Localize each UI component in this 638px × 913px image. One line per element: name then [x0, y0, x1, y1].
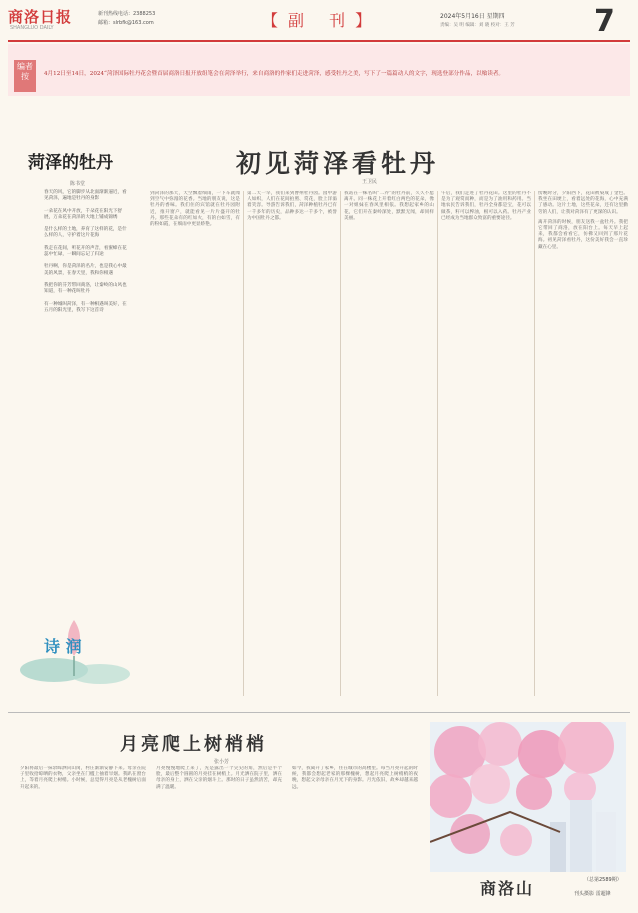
bottom-article-paragraph: 夕阳将最后一抹余晖洒向山岗，村庄渐渐安静下来。母亲在院子里收拾晾晒的衣物，父亲坐在门槛上抽着旱烟。我趴在窗台上，等着月亮爬上树梢。小时候，总觉得月亮是从老槐树后面升起来的。	[20, 766, 146, 790]
issue-date: 2024年5月16日 星期四	[440, 13, 505, 20]
poem-body	[44, 190, 130, 320]
bottom-article-title: 月亮爬上树梢梢	[120, 734, 267, 755]
page-number: 7	[594, 4, 615, 39]
article-paragraph: 离开菏泽的时候，朋友送我一盆牡丹。我把它带回了商洛，放在阳台上。每天早上起来，我都会看看它，仿佛又回到了那片花海。初见菏泽看牡丹，这份美好我会一直珍藏在心里。	[538, 219, 628, 250]
bottom-article-paragraph: 如今，我离开了家乡，住在城市的高楼里。每当月亮升起的时候，我都会想起老家的那棵槐树，想起月亮爬上树梢梢的夜晚，想起父亲母亲在月光下的身影。月光依旧，故乡却越来越远。	[292, 766, 418, 790]
bottom-article-author: 张小芳	[214, 759, 230, 765]
poem-illustration	[14, 600, 140, 690]
editor-note-text: 4月12日至14日，2024“菏泽国际牡丹花会暨首届商洛日报开放组笔会在菏泽举行，来自商洛的作家们走进菏泽，感受牡丹之美，写下了一篇篇动人的文字，现选登部分作品，以飨读者。	[44, 71, 505, 77]
poem-stanza: 我把你的芬芳带回商洛，让秦岭的山风也知道，有一种花叫牡丹	[44, 282, 127, 295]
column-divider	[243, 191, 244, 696]
editor-note-tag: 编者按	[14, 60, 36, 92]
article-body	[150, 191, 628, 701]
article-title: 初见菏泽看牡丹	[236, 149, 440, 178]
poem-stanza: 牡丹啊，你是菏泽的名片，也是我心中最美的风景，在春天里，我和你相遇	[44, 264, 127, 276]
article-column	[247, 191, 337, 696]
bottom-article-paragraph: 月亮慢慢地爬上来了，先是露出一个尖尖的角，然后是半个脸，最后整个圆圆的月亮挂在树梢上。月光洒在院子里，洒在母亲的身上，洒在父亲的烟斗上。那时的日子虽然清苦，却充满了温暖。	[156, 766, 282, 790]
newspaper-brand-sub: SHANGLUO DAILY	[10, 25, 54, 31]
article-paragraph: 午后，我们走进了牡丹花田。这里的牡丹不是为了观赏而种，而是为了油用和药用。当地农民告诉我们，牡丹全身都是宝，花可以做茶，籽可以榨油，根可以入药。牡丹产业已经成为当地群众致富的重要途径。	[441, 191, 531, 221]
poem-illustration-caption: 诗 润	[44, 637, 82, 656]
column-divider	[437, 191, 438, 696]
photo-title: 商洛山	[480, 879, 535, 898]
poem-stanza: 春天的风，它的脚步从北面渐渐逼近，看见菏泽，遍地是牡丹的身影	[44, 190, 127, 202]
article-column	[441, 191, 531, 696]
newspaper-brand: 商洛日报	[8, 8, 73, 26]
article-paragraph: 第二天一早，我们来到曹州牡丹园。园中游人如织，人们在花间拍照、赏花，脸上洋溢着笑容。导游告诉我们，菏泽种植牡丹已有一千多年的历史，品种多达一千多个，被誉为中国牡丹之都。	[247, 191, 337, 221]
poem-stanza: 是什么样的土地，养育了这样的花，是什么样的人，守护着这片花海	[44, 227, 127, 239]
poem-title: 菏泽的牡丹	[28, 153, 113, 173]
cherry-blossom-photo	[430, 722, 626, 872]
bottom-article-column	[20, 766, 146, 906]
column-divider	[340, 191, 341, 696]
bottom-article-column	[156, 766, 282, 906]
issue-number: （总第2589期）	[584, 877, 622, 883]
poem-stanza: 有一种城叫菏泽，有一种相遇叫美好，在五月的阳光里，我写下这首诗	[44, 301, 127, 313]
section-divider	[8, 712, 630, 713]
poem-stanza: 一朵花在风中开放，千朵花在阳光下舒展，万朵花在菏泽的大地上铺成锦绣	[44, 208, 123, 220]
email-text: 邮箱：slrbfk@163.com	[98, 20, 154, 26]
poem-stanza: 我走在花间，听花开的声音，看蜜蜂在花蕊中忙碌，一瞬间忘记了归途	[44, 245, 127, 258]
bottom-article-column	[292, 766, 418, 906]
article-paragraph: 我站在一株名叫“二乔”的牡丹前，久久不愿离开。同一株花上开着红白两色的花朵，像一对姐妹在春风里相依。我想起家乡的山花，它们开在秦岭深处，默默无闻，却同样美丽。	[344, 191, 434, 221]
editor-credits: 责编：吴 明 编辑：刘 晓 校对：王 芳	[440, 23, 515, 28]
poem-author: 陈书堂	[70, 181, 86, 187]
hotline-text: 新刊热线电话：2388253	[98, 11, 156, 17]
article-column	[150, 191, 240, 696]
article-author: 王卫民	[362, 179, 378, 185]
article-paragraph: 傍晚时分，夕阳西下，花田被染成了金色。我坐在田埂上，看着远处的花海，心中充满了感动。这片土地，这些花朵，还有这里勤劳的人们，让我对菏泽有了更深的认识。	[538, 191, 628, 215]
bottom-article-body	[20, 766, 422, 906]
article-column	[538, 191, 628, 696]
article-column	[344, 191, 434, 696]
column-divider	[534, 191, 535, 696]
photo-credit: 刊头摄影 雷超锋	[574, 891, 611, 897]
article-paragraph: 到菏泽的那天，天空飘着细雨，一下车就闻到空气中弥漫的花香。当地的朋友说，这是牡丹的香味。我们住的宾馆就在牡丹园附近，推开窗户，就能看见一片片盛开的牡丹。那些花朵有的红如火，有的白如雪，有的粉如霞，在细雨中更显娇艳。	[150, 191, 240, 228]
header-divider	[8, 40, 630, 42]
section-title: 【副 刊】	[262, 11, 382, 30]
